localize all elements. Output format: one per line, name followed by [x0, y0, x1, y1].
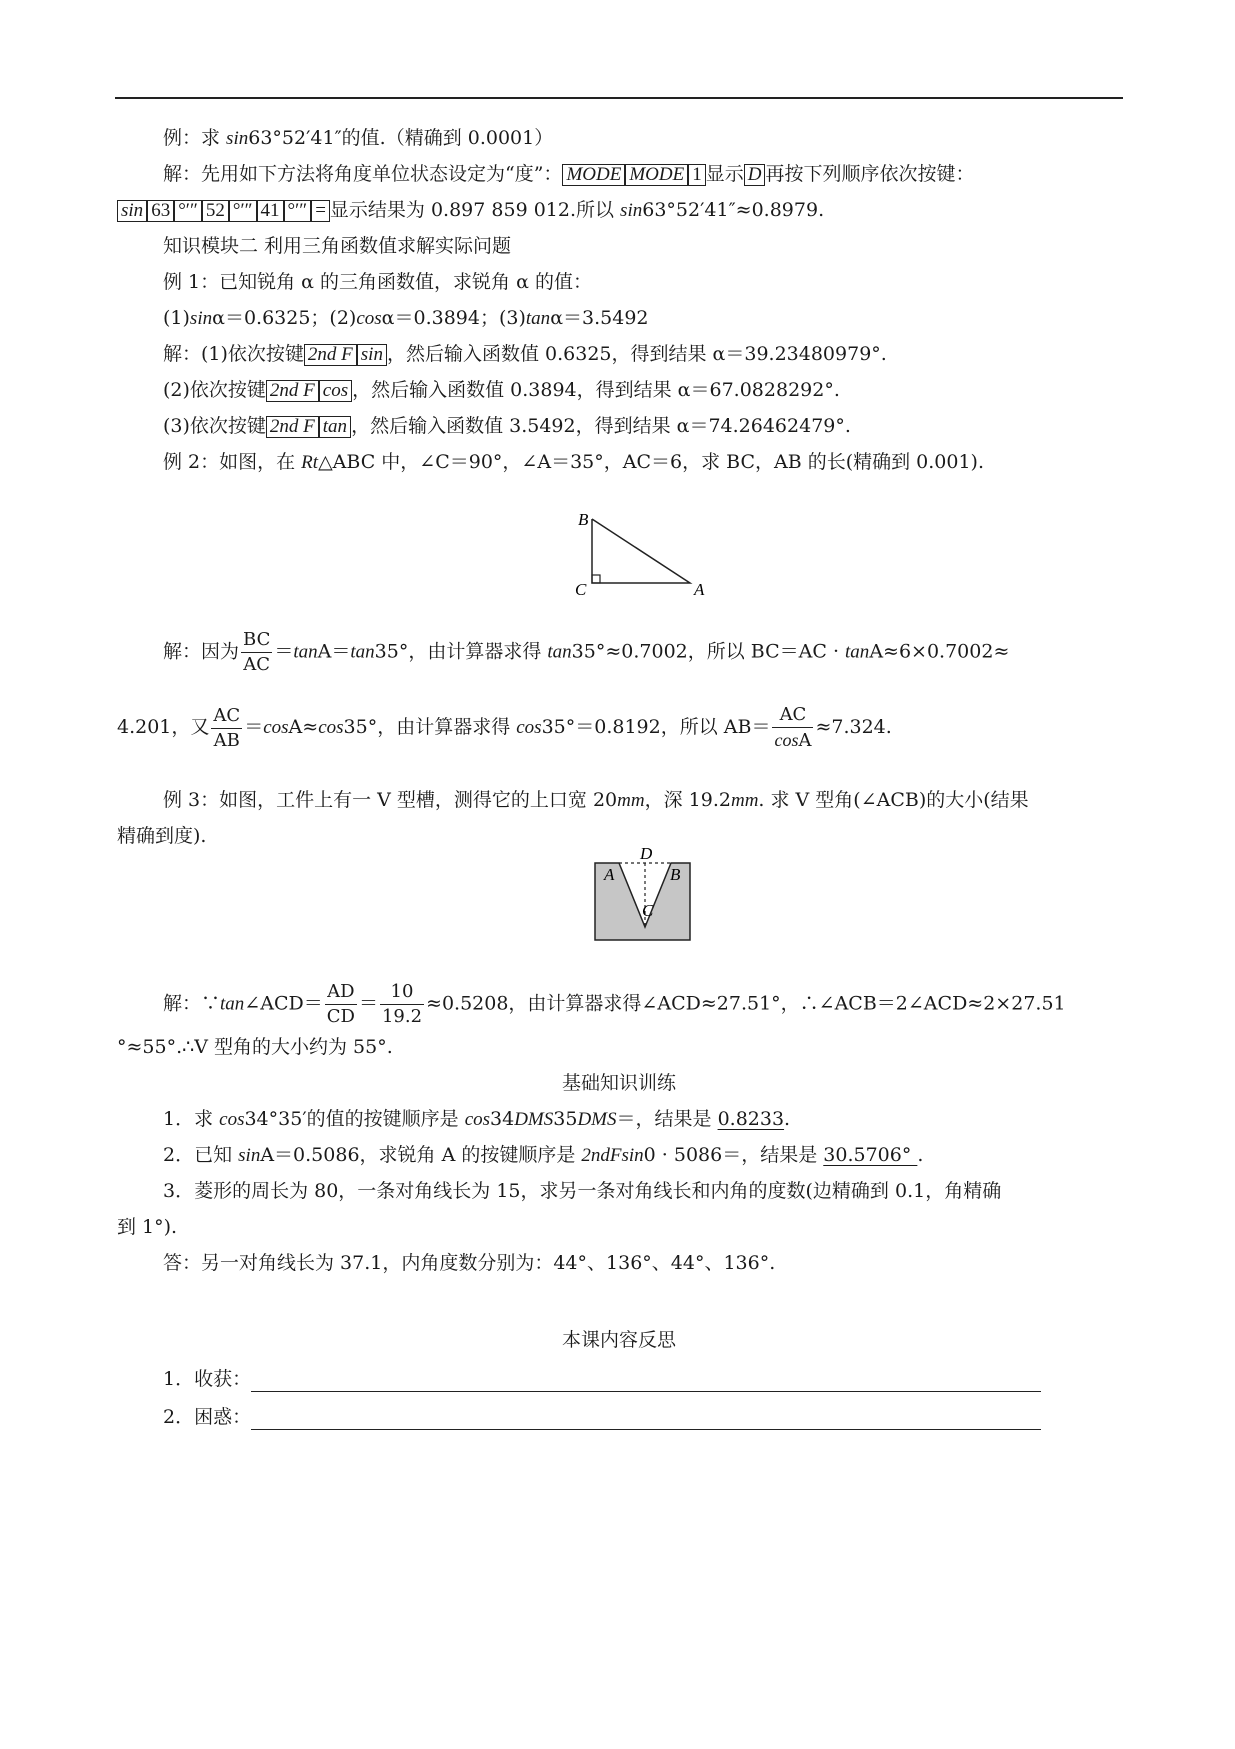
example-3-line-1: 例 3：如图，工件上有一 V 型槽，测得它的上口宽 20mm，深 19.2mm. 求 V 型角(∠ACB)的大小(结果	[163, 789, 1029, 811]
key-2ndf: 2nd F	[266, 380, 319, 402]
example-1-title: 例 1：已知锐角 α 的三角函数值，求锐角 α 的值：	[163, 271, 592, 293]
key-dms-2: °′″	[229, 200, 257, 222]
example-1-solution-2: (2)依次按键 2nd F cos ，然后输入函数值 0.3894，得到结果 α＝67.0828292°.	[163, 379, 840, 401]
fraction-bc-ac: $\frac{BC}{AC}$	[243, 629, 271, 675]
key-d: D	[744, 164, 766, 186]
example-2-solution-2: 4.201，又 $\frac{AC}{AB}$ ＝cosA≈cos35°，由计算器求得 cos35°＝0.8192，所以 AB＝ $\frac{AC}{\cos A}$ ≈7.324.	[117, 704, 892, 751]
example-1-solution-3: (3)依次按键 2nd F tan ，然后输入函数值 3.5492，得到结果 α＝74.26462479°.	[163, 415, 851, 437]
key-equals: =	[311, 200, 330, 222]
label-c: C	[642, 901, 654, 920]
key-1: 1	[688, 164, 706, 186]
key-2ndf: 2nd F	[304, 344, 357, 366]
reflection-gains: 1．收获：	[163, 1366, 1041, 1392]
fraction-10-19-2: $\frac{10}{19.2}$	[381, 981, 423, 1027]
example-1-solution-1: 解：(1)依次按键 2nd F sin ，然后输入函数值 0.6325，得到结果 α＝39.23480979°.	[163, 343, 887, 365]
label-b: B	[670, 865, 681, 884]
example-0-line-3: sin 63 °′″ 52 °′″ 41 °′″ = 显示结果为 0.897 859 012.所以 sin63°52′41″≈0.8979.	[117, 197, 824, 224]
example-3-line-2: 精确到度).	[117, 825, 207, 847]
key-cos: cos	[319, 380, 352, 402]
fraction-ac-ab: $\frac{AC}{AB}$	[213, 704, 241, 751]
key-dms-1: °′″	[174, 200, 202, 222]
triangle-figure	[570, 505, 720, 605]
key-41: 41	[257, 200, 284, 222]
header-rule	[115, 97, 1123, 99]
key-sin: sin	[117, 200, 147, 222]
answer-2: 30.5706°	[823, 1144, 918, 1166]
basic-training-heading: 基础知识训练	[561, 1072, 676, 1094]
key-tan: tan	[319, 416, 351, 438]
gains-blank-line[interactable]	[251, 1369, 1041, 1392]
key-63: 63	[147, 200, 174, 222]
key-mode-2: MODE	[625, 164, 688, 186]
label-a: A	[604, 865, 615, 884]
example-0-line-2: 解：先用如下方法将角度单位状态设定为“度”： MODE MODE 1 显示 D 再按下列顺序依次按键：	[163, 163, 975, 185]
label-c: C	[575, 580, 587, 599]
reflection-confusions: 2．困惑：	[163, 1404, 1041, 1430]
question-3-answer: 答：另一对角线长为 37.1，内角度数分别为：44°、136°、44°、136°.	[163, 1252, 776, 1274]
label-a: A	[694, 580, 705, 599]
example-0-line-1: 例：求 sin63°52′41″的值.（精确到 0.0001）	[163, 127, 554, 149]
label-d: D	[640, 845, 653, 863]
example-3-solution-1: 解：∵tan∠ACD＝ $\frac{AD}{CD}$ ＝ $\frac{10}{19.2}$ ≈0.5208，由计算器求得∠ACD≈27.51°，∴∠ACB＝2∠ACD≈2×27.51	[163, 981, 1066, 1027]
example-1-given: (1)sinα＝0.6325；(2)cosα＝0.3894；(3)tanα＝3.5492	[163, 307, 649, 329]
key-sin: sin	[357, 344, 387, 366]
question-3-line-1: 3．菱形的周长为 80，一条对角线长为 15，求另一条对角线长和内角的度数(边精确到 0.1，角精确	[163, 1180, 1002, 1202]
fraction-ac-cosa: $\frac{AC}{\cos A}$	[774, 704, 812, 751]
answer-1: 0.8233	[717, 1108, 785, 1130]
fraction-ad-cd: $\frac{AD}{CD}$	[326, 981, 355, 1027]
example-2-solution-1: 解：因为 $\frac{BC}{AC}$ ＝tanA＝tan35°，由计算器求得 tan35°≈0.7002，所以 BC＝AC · tanA≈6×0.7002≈	[163, 629, 1010, 675]
key-52: 52	[202, 200, 229, 222]
question-2: 2．已知 sinA＝0.5086，求锐角 A 的按键顺序是 2ndFsin0 · 5086＝，结果是 30.5706° .	[163, 1144, 924, 1166]
key-2ndf: 2nd F	[266, 416, 319, 438]
question-3-line-2: 到 1°).	[117, 1216, 178, 1238]
confusions-blank-line[interactable]	[251, 1407, 1041, 1430]
reflection-heading: 本课内容反思	[561, 1329, 676, 1351]
question-1: 1．求 cos34°35′的值的按键顺序是 cos34DMS35DMS＝，结果是 0.8233.	[163, 1108, 791, 1130]
v-groove-figure	[590, 845, 700, 945]
key-dms-3: °′″	[284, 200, 312, 222]
module-2-title: 知识模块二 利用三角函数值求解实际问题	[163, 235, 512, 257]
example-3-solution-2: °≈55°.∴V 型角的大小约为 55°.	[117, 1036, 393, 1058]
label-b: B	[578, 510, 589, 529]
key-mode-1: MODE	[562, 164, 625, 186]
example-2-title: 例 2：如图，在 Rt△ABC 中，∠C＝90°，∠A＝35°，AC＝6，求 BC，AB 的长(精确到 0.001).	[163, 451, 985, 473]
